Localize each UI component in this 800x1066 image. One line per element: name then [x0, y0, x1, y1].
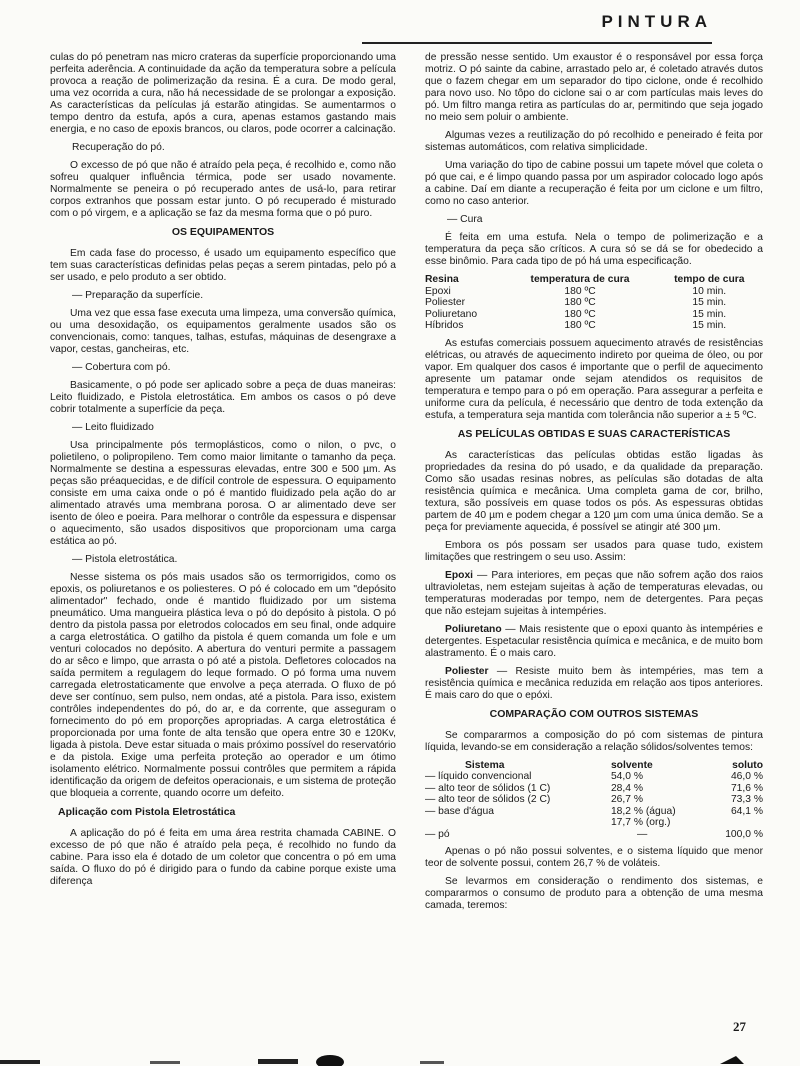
- table-cell: 180 ºC: [564, 285, 596, 297]
- paragraph-poliester: [425, 666, 763, 702]
- table-cell: 15 min.: [692, 297, 727, 308]
- paragraph: Em cada fase do processo, é usado um equipamento específico que tem suas características definidas pelas peças a serem pintadas, pelo pó a ser usado, e pelo produto a ser obtido.: [50, 248, 396, 283]
- table-cell: 180 ºC: [564, 297, 596, 308]
- term-text: — Resiste muito bem às intempéries, mas tem a resistência química e mecânica reduzida em relação aos tipos anteriores. É mais caro do que o epóxi.: [425, 665, 763, 701]
- table-row: [425, 829, 763, 841]
- right-column: [425, 52, 763, 918]
- paragraph: Nesse sistema os pós mais usados são os termorrigidos, como os epoxis, os poliuretanos e os poliesteres. O pó é colocado em um "depósito alimentador" fechado, onde é mantido fluidizado por um sistema pneumático. Uma mangueira plástica leva o pó do depósito à pistola. O pó dentro da pistola passa por eletrodos colocados em seu final, onde adquire a carga eletrostática. O gatilho da pistola é quem comanda um fole e um venturi colocados no depósito. A abertura do venturi permite a passagem do ar sêco e limpo, que arrasta o pó até a pistola. Defletores colocados na saída permitem a regulagem do leque formado. O pó forma uma nuvem carregada eletrostaticamente que envolve a peça aterrada. O fluxo de pó deve ser contínuo, sem pulso, nem ondas, até a pistola. Para isso, existem contrôles independentes do pó, do ar, e da corrente, que asseguram o fornecimento do pó em proporções apropriadas. A carga eletrostática é proporcionada por uma fonte de alta tensão que opera entre 30 e 120Kv, ligada à pistola. Deve estar situada o mais próximo possível do reservatório e da pistola. Exige uma perfeita proteção ao operador e um ótimo isolamento elétrico. Normalmente possui contrôles que permitem a rápida identificação da origem de defeitos operacionais, e um sistema de proteção que bloqueia a corrente, quando ocorre um defeito.: [50, 572, 396, 799]
- table-cell: 15 min.: [692, 308, 727, 320]
- paragraph: Se compararmos a composição do pó com sistemas de pintura líquida, levando-se em consideração a relação sólidos/solventes temos:: [425, 729, 763, 753]
- heading-comparacao: COMPARAÇÃO COM OUTROS SISTEMAS: [489, 707, 699, 720]
- table-row: [425, 286, 763, 298]
- table-cell: — alto teor de sólidos (2 C): [425, 794, 551, 805]
- table-cell: Epoxi: [425, 285, 451, 297]
- term-poliester: Poliester: [445, 665, 489, 677]
- subheading-cura: — Cura: [447, 214, 483, 225]
- table-header-row: [425, 274, 763, 286]
- subheading-cobertura: — Cobertura com pó.: [72, 362, 171, 373]
- table-cell: 46,0 %: [730, 771, 763, 782]
- paragraph: culas do pó penetram nas micro crateras da superfície proporcionando uma perfeita aderência. A continuidade da ação da temperatura sobre a película provoca a reação de polimerização da resina. É a cura. De modo geral, uma vez ocorrida a cura, não há necessidade de se prolongar a exposição. As características da películas já estarão atingidas. Se aumentarmos o tempo dentro da estufa, após a cura, apenas estamos gastando mais energia, e no caso de epoxis brancos, ou claros, pode ocorrer a calcinação.: [50, 52, 396, 135]
- table-header: solvente: [610, 759, 653, 771]
- table-cell: 17,7 % (org.): [610, 817, 671, 828]
- table-cell: 64,1 %: [730, 805, 763, 817]
- paragraph: Se levarmos em consideração o rendimento dos sistemas, e compararmos o consumo de produto para a obtenção de uma mesma camada, teremos:: [425, 876, 763, 911]
- table-header: soluto: [732, 759, 763, 771]
- paragraph: Apenas o pó não possui solventes, e o sistema líquido que menor teor de solvente possui, contem 26,7 % de voláteis.: [425, 846, 763, 869]
- table-header: Sistema: [465, 759, 505, 771]
- term-epoxi: Epoxi: [445, 569, 474, 581]
- table-cell: Híbridos: [425, 320, 464, 331]
- paragraph-poliuretano: [425, 624, 763, 660]
- term-text: — Mais resistente que o epoxi quanto às intempéries e detergentes. Espetacular resistência química e mecânica, e de muito bom alastramento. É o mais caro.: [425, 623, 763, 659]
- heading-peliculas: AS PELÍCULAS OBTIDAS E SUAS CARACTERÍSTICAS: [457, 427, 731, 440]
- table-cell: — alto teor de sólidos (1 C): [425, 782, 551, 794]
- table-cell: [707, 817, 763, 829]
- table-cell: 180 ºC: [564, 320, 596, 331]
- table-cell: — pó: [425, 828, 450, 840]
- cure-table: [425, 274, 763, 332]
- table-row: [425, 794, 763, 806]
- table-cell: [425, 817, 611, 829]
- section-title: PINTURA: [601, 12, 712, 31]
- subheading-recuperacao: Recuperação do pó.: [72, 142, 165, 153]
- paragraph: O excesso de pó que não é atraído pela peça, é recolhido e, como não sofreu qualquer influência térmica, pode ser usado novamente. Normalmente se peneira o pó recuperado antes de usá-lo, para retirar corpos extranhos que possam estar junto. O pó recuperado é misturado com o pó virgem, e a aplicação se faz da mesma forma que o pó puro.: [50, 160, 396, 219]
- paragraph: As estufas comerciais possuem aquecimento através de resistências elétricas, ou através de aquecimento indireto por queima de óleo, ou por vapor. Em qualquer dos casos é importante que o perfil de aquecimento apresente um patamar onde sejam atendidos os requisitos de temperatura e tempo para o pó em operação. Para assegurar a perfeita e uniforme cura da película, é necessário que dentro de toda extenção da estufa, a temperatura seja mantida com tolerância não superior a ± 5 ºC.: [425, 337, 763, 421]
- table-row: [425, 309, 763, 321]
- table-cell: 100,0 %: [725, 828, 763, 840]
- table-row: [425, 771, 763, 783]
- table-cell: Poliester: [425, 297, 466, 308]
- paragraph: A aplicação do pó é feita em uma área restrita chamada CABINE. O excesso de pó que não é atraído pela peça, é recolhido no fundo da cabine. Para isso ela é dotado de um coletor que concentra o pó em uma saída. O fluxo do pó é dirigido para o fundo da cabine porque existe uma diferença: [50, 828, 396, 887]
- table-row: [425, 297, 763, 309]
- paragraph: Embora os pós possam ser usados para quase tudo, existem limitações que restringem o seu uso. Assim:: [425, 539, 763, 563]
- paragraph: Usa principalmente pós termoplásticos, como o nilon, o pvc, o polietileno, o polipropileno. Tem como maior limitante o tamanho da peça. Normalmente se destina a espessuras elevadas, entre 300 e 500 µm. As peças são préaquecidas, e de difícil controle de espessura. O equipamento consiste em uma caixa onde o pó é mantido fluidizado pela ação do ar alimentado através uma membrana porosa. O ar alimentado deve ser isento de óleo e poeira. Para melhorar o contrôle da espessura e dispensar o aquecimento, são usados dispositivos que proporcionam uma carga estática ao pó.: [50, 440, 396, 547]
- table-cell: — base d'água: [425, 805, 494, 817]
- paragraph: Uma vez que essa fase executa uma limpeza, uma conversão química, ou uma desoxidação, os equipamentos geralmente usados são os convencionais, como: tanques, talhas, estufas, máquinas de desengraxe a vapor, cestas, gancheiras, etc.: [50, 308, 396, 355]
- subheading-leito: — Leito fluidizado: [72, 422, 154, 433]
- left-column: [50, 52, 396, 894]
- table-cell: — líquido convencional: [425, 771, 532, 782]
- table-row: [425, 817, 763, 829]
- header-rule: [362, 42, 712, 44]
- scan-edge-artifact: [0, 1052, 800, 1066]
- paragraph: Uma variação do tipo de cabine possui um tapete móvel que coleta o pó que cai, e é limpo quando passa por um aspirador colocado logo após a cabine. Daí em diante a recuperação é feita por um ciclone e um filtro, como no caso anterior.: [425, 160, 763, 207]
- comparison-table: [425, 760, 763, 841]
- table-row: [425, 320, 763, 332]
- table-cell: 71,6 %: [730, 782, 763, 794]
- term-poliuretano: Poliuretano: [445, 623, 502, 635]
- table-cell: 10 min.: [692, 285, 727, 297]
- table-cell: —: [636, 828, 648, 840]
- subheading-pistola: — Pistola eletrostática.: [72, 554, 178, 565]
- paragraph: Basicamente, o pó pode ser aplicado sobre a peça de duas maneiras: Leito fluidizado, e Pistola eletrostática. Em ambos os casos o pó deve cobrir totalmente a superfície da peça.: [50, 380, 396, 415]
- table-row: [425, 806, 763, 818]
- term-text: — Para interiores, em peças que não sofrem ação dos raios ultravioletas, nem estejam sujeitas à ação de temperaturas elevadas, ou temperaturas moderadas por tempo, nem de detergentes. Para peças que não estejam sujeitas à intempéries.: [425, 569, 763, 617]
- paragraph: de pressão nesse sentido. Um exaustor é o responsável por essa força motriz. O pó sainte da cabine, arrastado pelo ar, é coletado através dutos que o fazem chegar em um separador do tipo ciclone, onde é recolhido para novo uso. No tôpo do ciclone sai o ar com partículas mais leves do pó. Um filtro manga retira as partículas do ar, permitindo que seja jogado no meio sem poluir o ambiente.: [425, 52, 763, 123]
- table-header: Resina: [425, 274, 459, 285]
- heading-equipamentos: OS EQUIPAMENTOS: [171, 226, 275, 238]
- table-cell: 15 min.: [692, 320, 727, 331]
- paragraph: As características das películas obtidas estão ligadas às propriedades da resina do pó usado, e da qualidade da preparação. Como são usadas resinas nobres, as películas são dotadas de alta resistência química e mecânica. Uma completa gama de cor, brilho, textura, são possíveis em quase todos os pós. As espessuras obtidas partem de 40 µm e podem chegar a 120 µm com uma única demão. Se a peça for previamente aquecida, é possível se atingir até 300 µm.: [425, 449, 763, 533]
- table-row: [425, 783, 763, 795]
- table-header: temperatura de cura: [530, 274, 630, 285]
- table-header-row: [425, 760, 763, 772]
- page-number: 27: [733, 1019, 746, 1034]
- table-cell: 26,7 %: [610, 794, 644, 805]
- table-cell: Poliuretano: [425, 308, 478, 320]
- paragraph: É feita em uma estufa. Nela o tempo de polimerização e a temperatura da peça são críticos. A cura só se dá se for obedecido a esse binômio. Para cada tipo de pó há uma especificação.: [425, 232, 763, 267]
- table-cell: 180 ºC: [564, 308, 596, 320]
- heading-aplicacao: Aplicação com Pistola Eletrostática: [58, 806, 236, 818]
- paragraph: Algumas vezes a reutilização do pó recolhido e peneirado é feita por sistemas automáticos, com relativa simplicidade.: [425, 130, 763, 153]
- subheading-preparacao: — Preparação da superfície.: [72, 290, 204, 301]
- paragraph-epoxi: [425, 570, 763, 618]
- table-cell: 54,0 %: [610, 771, 644, 782]
- page-header: [352, 12, 712, 46]
- table-cell: 28,4 %: [610, 782, 644, 794]
- table-cell: 73,3 %: [730, 794, 763, 805]
- table-cell: 18,2 % (água): [610, 805, 676, 817]
- table-header: tempo de cura: [674, 274, 745, 285]
